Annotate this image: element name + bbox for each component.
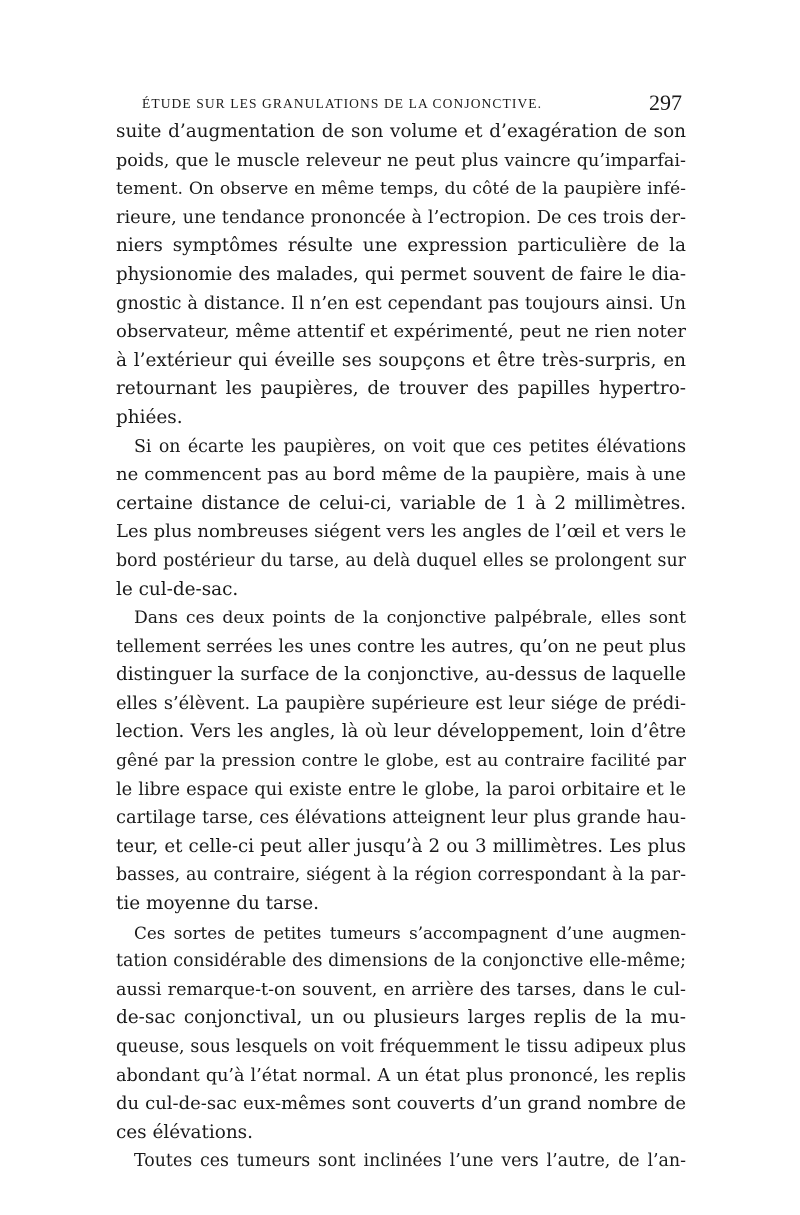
text-line: cartilage tarse, ces élévations atteignent leur plus grande hau- [116,807,686,829]
running-header [116,92,686,116]
body-text [116,118,686,1176]
text-line: gnostic à distance. Il n’en est cependant pas toujours ainsi. Un [116,292,686,314]
text-line: phiées. [116,406,183,428]
text-line: certaine distance de celui-ci, variable de 1 à 2 millimètres. [116,492,686,514]
text-line: rieure, une tendance prononcée à l’ectropion. De ces trois der- [116,206,686,228]
text-line: distinguer la surface de la conjonctive, au-dessus de laquelle [116,664,686,686]
text-line: ne commencent pas au bord même de la paupière, mais à une [116,464,686,486]
text-line: queuse, sous lesquels on voit fréquemment le tissu adipeux plus [116,1037,686,1057]
running-head-title: ÉTUDE SUR LES GRANULATIONS DE LA CONJONCTIVE. [142,96,543,111]
text-line: le libre espace qui existe entre le globe, la paroi orbitaire et le [116,778,686,800]
text-line: abondant qu’à l’état normal. A un état plus prononcé, les replis [116,1065,686,1086]
text-line: niers symptômes résulte une expression particulière de la [116,235,686,257]
text-line: suite d’augmentation de son volume et d’exagération de son [116,121,686,142]
text-line: Ces sortes de petites tumeurs s’accompagnent d’une augmen- [134,922,686,943]
text-line: gêné par la pression contre le globe, est au contraire facilité par [116,751,686,772]
text-line: à l’extérieur qui éveille ses soupçons et être très-surpris, en [116,349,686,371]
text-line: ces élévations. [116,1121,253,1143]
text-line: le cul-de-sac. [116,578,239,600]
text-line: tie moyenne du tarse. [116,893,319,915]
text-line: bord postérieur du tarse, au delà duquel elles se prolongent sur [116,550,686,571]
text-line: tation considérable des dimensions de la conjonctive elle-même; [116,951,686,972]
text-line: Toutes ces tumeurs sont inclinées l’une vers l’autre, de l’an- [134,1151,686,1172]
text-line: de-sac conjonctival, un ou plusieurs larges replis de la mu- [116,1007,686,1029]
text-line: poids, que le muscle releveur ne peut plus vaincre qu’imparfai- [116,150,686,171]
text-line: retournant les paupières, de trouver des papilles hypertro- [116,378,686,400]
page-number: 297 [649,90,682,115]
text-line: du cul-de-sac eux-mêmes sont couverts d’un grand nombre de [116,1093,686,1115]
text-line: Les plus nombreuses siégent vers les angles de l’œil et vers le [116,521,687,543]
text-line: observateur, même attentif et expérimenté, peut ne rien noter [116,321,686,343]
text-line: basses, au contraire, siégent à la région correspondant à la par- [116,865,686,886]
text-line: aussi remarque-t-on souvent, en arrière des tarses, dans le cul- [116,979,686,1000]
text-line: Dans ces deux points de la conjonctive palpébrale, elles sont [134,608,686,629]
text-line: tement. On observe en même temps, du côté de la paupière infé- [116,179,686,200]
text-line: tellement serrées les unes contre les autres, qu’on ne peut plus [116,636,686,657]
text-line: Si on écarte les paupières, on voit que ces petites élévations [134,436,686,457]
text-line: elles s’élèvent. La paupière supérieure est leur siége de prédi- [116,692,686,714]
text-line: teur, et celle-ci peut aller jusqu’à 2 ou 3 millimètres. Les plus [116,835,686,857]
text-line: lection. Vers les angles, là où leur développement, loin d’être [116,721,686,743]
text-line: physionomie des malades, qui permet souvent de faire le dia- [116,263,686,285]
